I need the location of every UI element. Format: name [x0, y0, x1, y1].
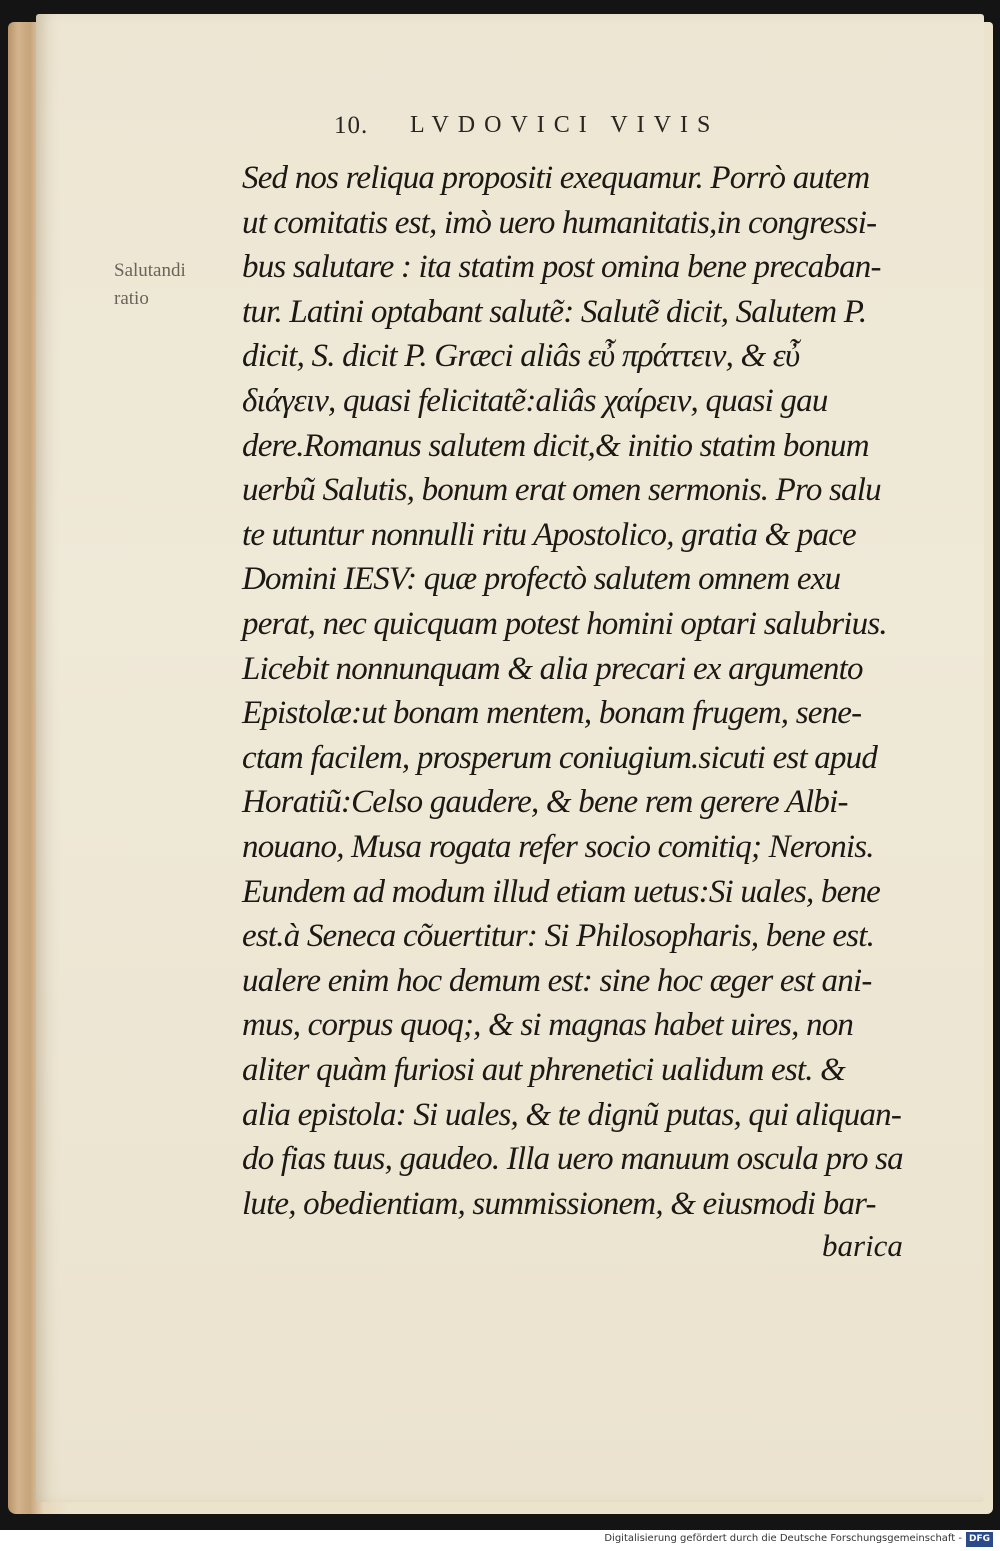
catchword: barica [822, 1228, 903, 1263]
text-line: do fias tuus, gaudeo. Illa uero manuum oscula pro sa [242, 1141, 903, 1177]
text-line: ctam facilem, prosperum coniugium.sicuti est apud [242, 740, 878, 776]
marginal-note-line-2: ratio [114, 288, 149, 309]
text-line: dicit, S. dicit P. Græci aliâs εὖ πράττειν, & εὖ [242, 338, 800, 374]
text-line: Sed nos reliqua propositi exequamur. Porrò autem [242, 160, 870, 196]
text-line: te utuntur nonnulli ritu Apostolico, gratia & pace [242, 517, 856, 553]
text-line: aliter quàm furiosi aut phrenetici ualidum est. & [242, 1052, 846, 1088]
marginal-note [114, 257, 226, 313]
text-line: Epistolæ:ut bonam mentem, bonam frugem, sene- [242, 695, 862, 731]
text-line: tur. Latini optabant salutẽ: Salutẽ dicit, Salutem P. [242, 294, 867, 330]
text-line: ualere enim hoc demum est: sine hoc æger est ani- [242, 963, 872, 999]
text-line: διάγειν, quasi felicitatẽ:aliâs χαίρειν, quasi gau [242, 383, 828, 419]
text-line: lute, obedientiam, summissionem, & eiusmodi bar- [242, 1186, 876, 1222]
running-title: LVDOVICI VIVIS [410, 112, 720, 138]
text-line: Licebit nonnunquam & alia precari ex argumento [242, 651, 863, 687]
text-line: uerbũ Salutis, bonum erat omen sermonis. Pro salu [242, 472, 881, 508]
text-line: mus, corpus quoq;, & si magnas habet uires, non [242, 1007, 854, 1043]
footer-bar [0, 1530, 1000, 1551]
body-text [242, 156, 912, 1276]
text-line: alia epistola: Si uales, & te dignũ putas, qui aliquan- [242, 1097, 902, 1133]
text-line: Horatiũ:Celso gaudere, & bene rem gerere Albi- [242, 784, 848, 820]
text-line: dere.Romanus salutem dicit,& initio statim bonum [242, 428, 869, 464]
text-line: Eundem ad modum illud etiam uetus:Si uales, bene [242, 874, 880, 910]
dfg-logo: DFG [966, 1532, 993, 1547]
text-line: Domini IESV: quæ profectò salutem omnem exu [242, 561, 841, 597]
text-line: perat, nec quicquam potest homini optari salubrius. [242, 606, 887, 642]
running-head [0, 112, 1000, 142]
text-line: ut comitatis est, imò uero humanitatis,in congressi- [242, 205, 877, 241]
text-line: bus salutare : ita statim post omina bene precaban- [242, 249, 881, 285]
funding-credit: Digitalisierung gefördert durch die Deutsche Forschungsgemeinschaft - [604, 1533, 962, 1544]
marginal-note-line-1: Salutandi [114, 260, 186, 281]
text-line: nouano, Musa rogata refer socio comitiq; Neronis. [242, 829, 874, 865]
text-line: est.à Seneca cõuertitur: Si Philosopharis, bene est. [242, 918, 875, 954]
page-number: 10. [334, 112, 369, 139]
